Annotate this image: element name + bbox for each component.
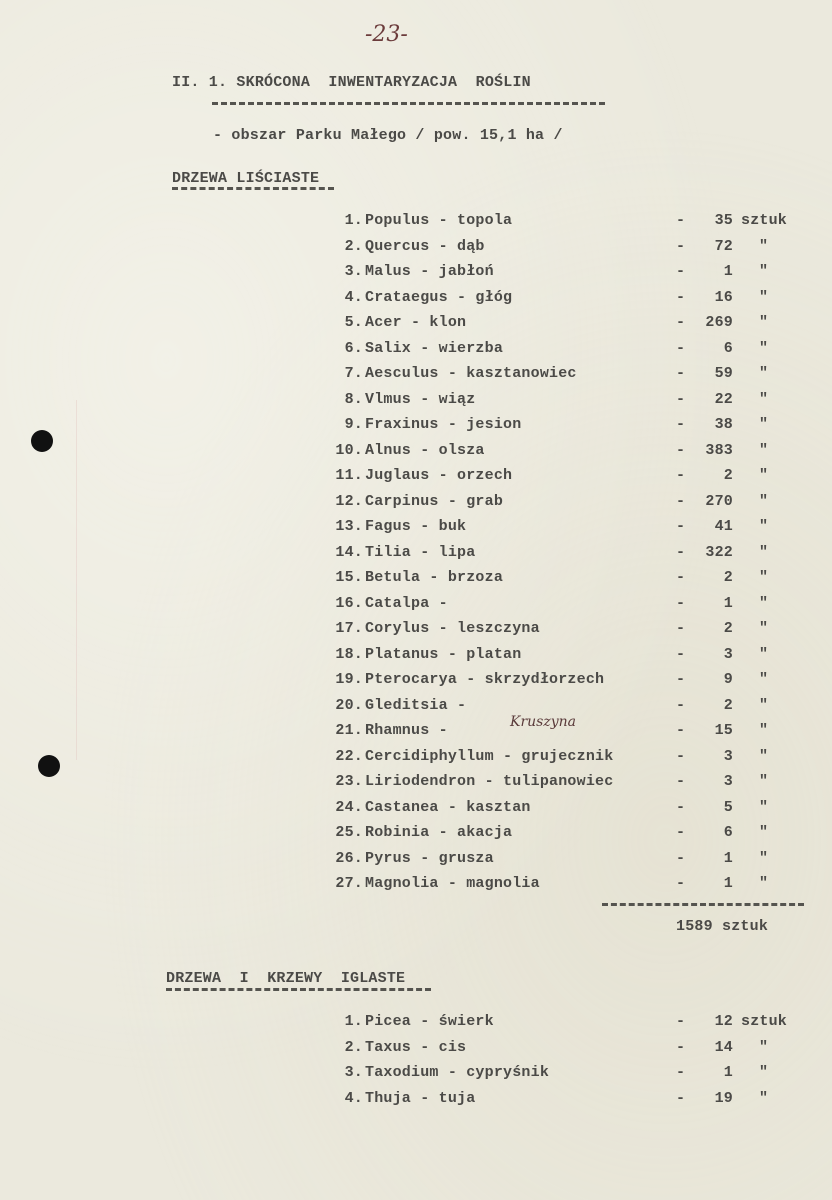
item-unit: " <box>759 314 769 331</box>
item-number: 1. <box>344 1013 363 1030</box>
item-dash: - <box>676 747 686 765</box>
item-number: 3. <box>344 1064 363 1081</box>
item-count: 2 <box>723 467 733 484</box>
item-number: 20. <box>335 696 363 714</box>
item-name: Magnolia - magnolia <box>365 875 540 892</box>
item-number: 11. <box>335 467 363 484</box>
item-unit: " <box>759 518 769 535</box>
item-count: 1 <box>723 1064 733 1081</box>
section-underline-conifers <box>166 988 431 991</box>
list-item <box>345 1039 832 1064</box>
item-name: Malus - jabłoń <box>365 263 494 280</box>
item-count: 3 <box>723 645 733 663</box>
list-item <box>345 212 832 237</box>
item-dash: - <box>676 875 686 892</box>
item-name: Rhamnus - <box>365 722 448 739</box>
item-number: 2. <box>344 1038 363 1056</box>
item-dash: - <box>676 1038 686 1056</box>
item-dash: - <box>676 1064 686 1081</box>
item-count: 9 <box>723 671 733 688</box>
item-count: 38 <box>714 416 733 433</box>
page-number: -23- <box>365 22 408 47</box>
item-count: 2 <box>723 696 733 714</box>
item-unit: " <box>759 467 769 484</box>
item-count: 3 <box>723 773 733 790</box>
item-dash: - <box>676 288 686 306</box>
item-number: 2. <box>344 237 363 255</box>
list-item <box>345 416 832 441</box>
item-unit: " <box>759 1089 769 1107</box>
item-unit: " <box>759 671 769 688</box>
item-count: 270 <box>705 492 733 510</box>
section-heading-conifers: DRZEWA I KRZEWY IGLASTE <box>166 970 406 987</box>
document-title: II. 1. SKRÓCONA INWENTARYZACJA ROŚLIN <box>172 74 531 91</box>
item-dash: - <box>676 441 686 459</box>
item-unit: " <box>759 798 769 816</box>
item-number: 5. <box>344 314 363 331</box>
item-dash: - <box>676 1089 686 1107</box>
item-number: 4. <box>344 288 363 306</box>
item-unit: " <box>759 875 769 892</box>
item-number: 17. <box>335 620 363 637</box>
item-count: 1 <box>723 263 733 280</box>
list-item <box>345 263 832 288</box>
item-dash: - <box>676 569 686 586</box>
item-dash: - <box>676 492 686 510</box>
list-item <box>335 875 832 900</box>
item-unit: " <box>759 237 769 255</box>
item-count: 15 <box>714 722 733 739</box>
item-dash: - <box>676 467 686 484</box>
item-dash: - <box>676 339 686 357</box>
item-name: Crataegus - głóg <box>365 288 513 306</box>
list-item <box>345 1013 832 1038</box>
item-number: 1. <box>344 212 363 229</box>
item-name: Taxus - cis <box>365 1038 467 1056</box>
item-number: 8. <box>344 390 363 408</box>
paper-margin-mark <box>76 400 77 760</box>
item-name: Juglaus - orzech <box>365 467 513 484</box>
item-unit: " <box>759 263 769 280</box>
list-item <box>335 645 832 671</box>
list-item <box>345 314 832 339</box>
item-count: 16 <box>714 288 733 306</box>
item-name: Cercidiphyllum - grujecznik <box>365 747 614 765</box>
item-count: 14 <box>714 1038 733 1056</box>
title-underline <box>212 102 605 105</box>
item-number: 18. <box>335 645 363 663</box>
item-count: 1 <box>723 849 733 867</box>
list-item <box>335 620 832 645</box>
item-dash: - <box>676 390 686 408</box>
handwritten-annotation: Kruszyna <box>510 714 577 730</box>
item-unit: " <box>759 1038 769 1056</box>
item-unit: " <box>759 594 769 612</box>
item-count: 72 <box>714 237 733 255</box>
list-item <box>335 543 832 569</box>
list-item <box>335 467 832 492</box>
punch-hole-bottom <box>38 755 60 777</box>
item-dash: - <box>676 671 686 688</box>
list-item <box>335 492 832 518</box>
item-count: 35 <box>714 212 733 229</box>
item-number: 9. <box>344 416 363 433</box>
item-dash: - <box>676 594 686 612</box>
item-number: 19. <box>335 671 363 688</box>
item-name: Tilia - lipa <box>365 543 476 561</box>
item-number: 26. <box>335 849 363 867</box>
item-number: 13. <box>335 518 363 535</box>
list-item <box>345 238 832 263</box>
list-item <box>345 340 832 365</box>
item-count: 6 <box>723 824 733 841</box>
list-item <box>335 798 832 824</box>
item-number: 12. <box>335 492 363 510</box>
item-number: 10. <box>335 441 363 459</box>
item-dash: - <box>676 773 686 790</box>
item-number: 22. <box>335 747 363 765</box>
sum-rule <box>602 903 804 906</box>
item-count: 2 <box>723 569 733 586</box>
item-dash: - <box>676 365 686 382</box>
item-name: Catalpa - <box>365 594 448 612</box>
item-name: Platanus - platan <box>365 645 522 663</box>
item-name: Quercus - dąb <box>365 237 485 255</box>
item-unit: " <box>759 441 769 459</box>
section-heading-deciduous: DRZEWA LIŚCIASTE <box>172 170 320 187</box>
item-number: 16. <box>335 594 363 612</box>
item-dash: - <box>676 620 686 637</box>
item-unit: " <box>759 645 769 663</box>
item-dash: - <box>676 518 686 535</box>
list-item <box>335 441 832 467</box>
item-dash: - <box>676 212 686 229</box>
item-count: 1 <box>723 875 733 892</box>
punch-hole-top <box>31 430 53 452</box>
item-name: Castanea - kasztan <box>365 798 531 816</box>
list-item <box>345 289 832 314</box>
item-unit: " <box>759 620 769 637</box>
item-number: 6. <box>344 339 363 357</box>
item-name: Vlmus - wiąz <box>365 390 476 408</box>
item-name: Salix - wierzba <box>365 339 504 357</box>
item-name: Picea - świerk <box>365 1013 494 1030</box>
item-name: Carpinus - grab <box>365 492 504 510</box>
list-item <box>335 696 832 722</box>
item-count: 5 <box>723 798 733 816</box>
item-number: 3. <box>344 263 363 280</box>
item-number: 7. <box>344 365 363 382</box>
item-dash: - <box>676 798 686 816</box>
item-unit: " <box>759 339 769 357</box>
item-dash: - <box>676 722 686 739</box>
item-number: 4. <box>344 1089 363 1107</box>
list-item <box>335 747 832 773</box>
item-count: 12 <box>714 1013 733 1030</box>
item-unit: " <box>759 288 769 306</box>
list-item <box>345 1064 832 1089</box>
item-unit: " <box>759 824 769 841</box>
deciduous-total: 1589 sztuk <box>676 918 769 935</box>
item-unit: " <box>759 1064 769 1081</box>
item-name: Corylus - leszczyna <box>365 620 540 637</box>
item-dash: - <box>676 416 686 433</box>
item-unit: " <box>759 365 769 382</box>
item-count: 2 <box>723 620 733 637</box>
item-name: Thuja - tuja <box>365 1089 476 1107</box>
item-number: 25. <box>335 824 363 841</box>
item-unit: " <box>759 492 769 510</box>
list-item <box>335 518 832 543</box>
item-dash: - <box>676 645 686 663</box>
item-dash: - <box>676 696 686 714</box>
item-unit: " <box>759 773 769 790</box>
item-number: 21. <box>335 722 363 739</box>
document-subtitle: - obszar Parku Małego / pow. 15,1 ha / <box>213 127 563 144</box>
item-name: Acer - klon <box>365 314 467 331</box>
item-unit: " <box>759 543 769 561</box>
item-count: 3 <box>723 747 733 765</box>
item-dash: - <box>676 263 686 280</box>
item-name: Fraxinus - jesion <box>365 416 522 433</box>
list-item <box>335 671 832 696</box>
item-count: 41 <box>714 518 733 535</box>
item-dash: - <box>676 314 686 331</box>
item-dash: - <box>676 824 686 841</box>
list-item <box>335 714 832 747</box>
item-dash: - <box>676 543 686 561</box>
item-number: 14. <box>335 543 363 561</box>
item-name: Pyrus - grusza <box>365 849 494 867</box>
item-count: 269 <box>705 314 733 331</box>
list-item <box>335 569 832 594</box>
item-name: Betula - brzoza <box>365 569 504 586</box>
item-count: 6 <box>723 339 733 357</box>
item-dash: - <box>676 849 686 867</box>
item-name: Pterocarya - skrzydłorzech <box>365 671 605 688</box>
item-number: 27. <box>335 875 363 892</box>
item-unit: " <box>759 390 769 408</box>
item-count: 19 <box>714 1089 733 1107</box>
item-unit: " <box>759 569 769 586</box>
item-count: 383 <box>705 441 733 459</box>
item-count: 322 <box>705 543 733 561</box>
item-count: 1 <box>723 594 733 612</box>
item-dash: - <box>676 1013 686 1030</box>
item-name: Fagus - buk <box>365 518 467 535</box>
item-dash: - <box>676 237 686 255</box>
item-count: 59 <box>714 365 733 382</box>
list-item <box>345 391 832 416</box>
list-item <box>335 824 832 849</box>
list-item <box>335 594 832 620</box>
item-name: Gleditsia - <box>365 696 467 714</box>
item-number: 24. <box>335 798 363 816</box>
item-name: Aesculus - kasztanowiec <box>365 365 577 382</box>
item-name: Liriodendron - tulipanowiec <box>365 773 614 790</box>
item-unit: sztuk <box>741 212 788 229</box>
item-count: 22 <box>714 390 733 408</box>
item-unit: " <box>759 416 769 433</box>
item-unit: sztuk <box>741 1013 788 1030</box>
item-number: 15. <box>335 569 363 586</box>
item-name: Taxodium - cypryśnik <box>365 1064 550 1081</box>
item-unit: " <box>759 849 769 867</box>
item-unit: " <box>759 696 769 714</box>
item-name: Populus - topola <box>365 212 513 229</box>
item-name: Robinia - akacja <box>365 824 513 841</box>
list-item <box>335 773 832 798</box>
item-unit: " <box>759 722 769 739</box>
item-unit: " <box>759 747 769 765</box>
item-number: 23. <box>335 773 363 790</box>
section-underline-deciduous <box>172 187 334 190</box>
list-item <box>345 1090 832 1115</box>
list-item <box>335 849 832 875</box>
item-name: Alnus - olsza <box>365 441 485 459</box>
list-item <box>345 365 832 390</box>
